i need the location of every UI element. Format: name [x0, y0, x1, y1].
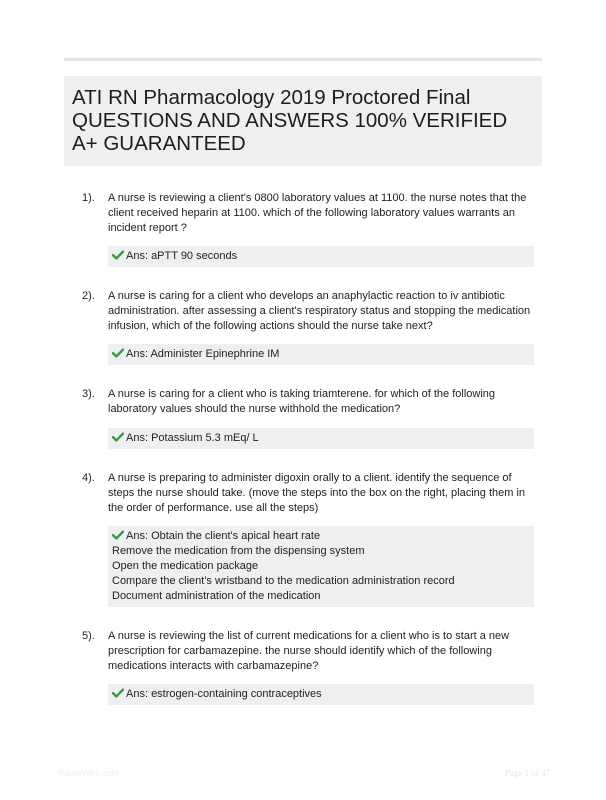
question-text: A nurse is preparing to administer digoxin orally to a client. identify the sequence of steps the nurse should take. (move the steps into the box on the right, placing them in the order of performance. use all the steps)	[108, 472, 526, 515]
answer-line: Document administration of the medication	[112, 590, 321, 602]
answer-box	[108, 428, 534, 449]
question-text: A nurse is reviewing a client's 0800 laboratory values at 1100. the nurse notes that the client received heparin at 1100. which of the following laboratory values warrants an incident report ?	[108, 192, 527, 235]
answer-text: Ans: estrogen-containing contraceptives	[126, 688, 322, 700]
answer-line	[112, 431, 528, 446]
title-banner	[64, 76, 542, 166]
answer-box	[108, 684, 534, 705]
answer-line	[112, 687, 528, 702]
question-text: A nurse is caring for a client who develops an anaphylactic reaction to iv antibiotic administration. after assessing a client's respiratory status and stopping the medication infusion, which of the following actions should the nurse take next?	[108, 290, 531, 333]
question-number: 3).	[82, 388, 95, 400]
question-number: 2).	[82, 290, 95, 302]
answer-box	[108, 344, 534, 365]
question-number: 5).	[82, 630, 95, 642]
answer-line	[112, 347, 528, 362]
check-icon	[112, 530, 124, 540]
answer-text: Ans: Administer Epinephrine IM	[126, 348, 280, 360]
answer-text: Ans: aPTT 90 seconds	[126, 250, 238, 262]
question-number: 4).	[82, 472, 95, 484]
question-number: 1).	[82, 192, 95, 204]
footer-site-watermark: PaperWell.com	[58, 768, 119, 778]
top-divider	[64, 58, 542, 61]
answer-text: Ans: Obtain the client's apical heart rate	[126, 530, 321, 542]
answer-box	[108, 246, 534, 267]
document-title: ATI RN Pharmacology 2019 Proctored Final QUESTIONS AND ANSWERS 100% VERIFIED A+ GUARANTEED	[72, 86, 508, 155]
check-icon	[112, 432, 124, 442]
answer-box	[108, 526, 534, 607]
answer-text: Ans: Potassium 5.3 mEq/ L	[126, 432, 259, 444]
answer-line: Compare the client's wristband to the medication administration record	[112, 575, 455, 587]
check-icon	[112, 688, 124, 698]
answer-line	[112, 249, 528, 264]
question-text: A nurse is caring for a client who is taking triamterene. for which of the following laboratory values should the nurse withhold the medication?	[108, 388, 496, 416]
answer-line: Remove the medication from the dispensing system	[112, 545, 365, 557]
check-icon	[112, 348, 124, 358]
footer-page-number: Page 1 of 47	[504, 768, 550, 778]
question-text: A nurse is reviewing the list of current medications for a client who is to start a new prescription for carbamazepine. the nurse should identify which of the following medications interacts with carbamazepine?	[108, 630, 510, 673]
answer-line	[112, 529, 528, 544]
check-icon	[112, 250, 124, 260]
answer-line: Open the medication package	[112, 560, 259, 572]
